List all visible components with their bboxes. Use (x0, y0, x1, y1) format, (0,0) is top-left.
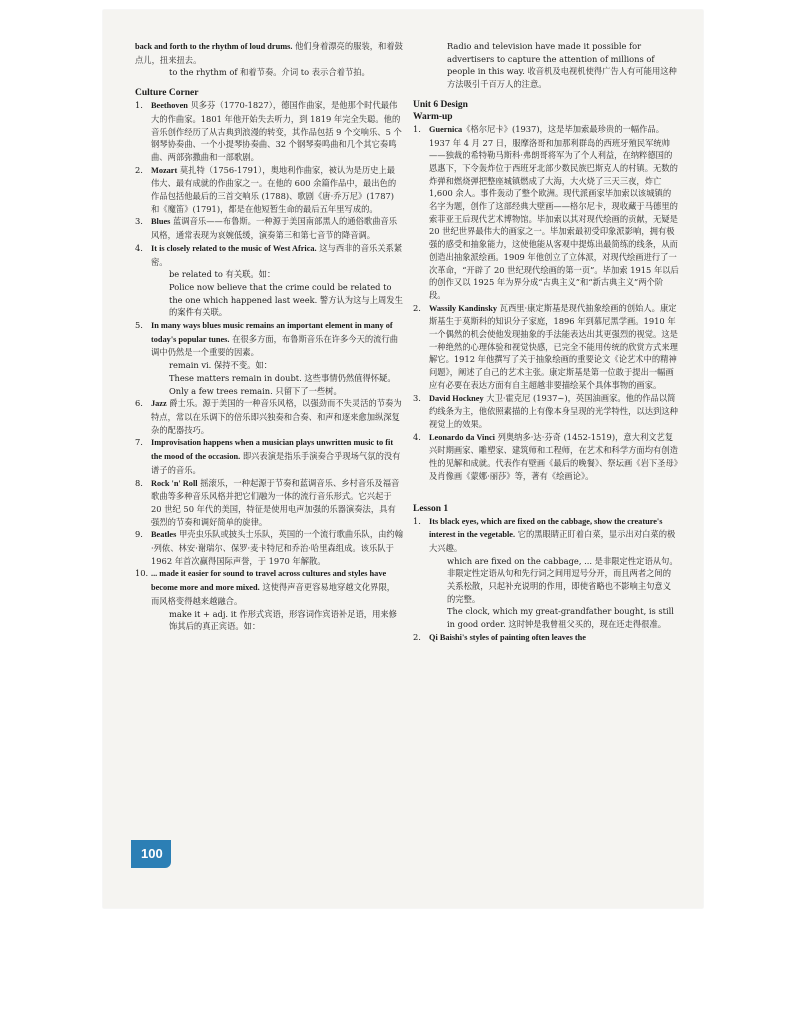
note-item: 5. In many ways blues music remains an important element in many of today's popular tunes. 在很多方面，布鲁斯音乐在许多今天的流行曲调中仍然是一个重要的因素。 (135, 320, 399, 358)
example-line: which are fixed on the cabbage, ... 是非限定性定语从句。非限定性定语从句和先行词之间用逗号分开，而且两者之间的关系松散，只起补充说明的作用，即使省略也不影响主句意义的完整。 (447, 555, 678, 604)
note-item: 4. Leonardo da Vinci 列奥纳多·达·芬奇 (1452-1519)，意大利文艺复兴时期画家、雕塑家、建筑师和工程师，在艺术和科学方面均有创造性的见解和成就。代表作有壁画《最后的晚餐》、祭坛画《岩下圣母》及肖像画《蒙娜·丽莎》等，著有《绘画论》。 (413, 431, 678, 481)
right-intro: Radio and television have made it possible for advertisers to capture the attention of millions of people in this way. 收音机及电视机使得广告人有可能用这种方法吸引千百万人的注意。 (447, 41, 677, 90)
right-column (413, 40, 679, 645)
intro-note (135, 66, 403, 79)
note-item: 7. Improvisation happens when a musician plays unwritten music to fit the mood of the occasion. 即兴表演是指乐手演奏合乎现场气氛的没有谱子的音乐。 (135, 437, 401, 475)
note-item: 1. Beethoven 贝多芬（1770-1827），德国作曲家，是他那个时代最伟大的作曲家。1801 年他开始失去听力，到 1819 年完全失聪。他的音乐创作经历了从古典到浪漫的转变，其作品包括 9 个交响乐、5 个钢琴协奏曲、一个小提琴协奏曲、32 个钢琴奏鸣曲和几个其它奏鸣曲、两部弥撒曲和一部歌剧。 (135, 100, 402, 162)
note-item: 4. It is closely related to the music of West Africa. 这与西非的音乐关系紧密。 (135, 242, 403, 267)
example-line: These matters remain in doubt. 这些事情仍然值得怀疑。 (169, 372, 396, 383)
intro-note-cn: 和着节奏。介词 to 表示合着节拍。 (237, 67, 370, 78)
example-line: Police now believe that the crime could be related to the one which happened last week. 警方认为这与上周发生的案件有关联。 (169, 281, 403, 318)
example-line: The clock, which my great-grandfather bought, is still in good order. 这时钟是我曾祖父买的，现在还走得很准。 (447, 606, 674, 630)
note-item: 8. Rock 'n' Roll 摇滚乐，一种起源于节奏和蓝调音乐、乡村音乐及福音歌曲等多种音乐风格并把它们融为一体的流行音乐形式。它兴起于 20 世纪 50 年代的美国，特征是使用电声加强的乐器演奏法，具有强烈的节奏和调好简单的旋律。 (135, 477, 400, 527)
note-item: 2. Qi Baishi's styles of painting often leaves the (413, 631, 586, 642)
warmup-heading: Warm-up (413, 111, 453, 122)
example-line: remain vi. 保持不变。如： (169, 360, 273, 371)
intro-bold: back and forth to the rhythm of loud drums. (135, 42, 293, 51)
note-item: 1. Its black eyes, which are fixed on the cabbage, show the creature's interest in the vegetable. 它的黑眼睛正盯着白菜，显示出对白菜的极大兴趣。 (413, 515, 676, 553)
note-item: 10. ... made it easier for sound to travel across cultures and styles have become more and more mixed. 这使得声音更容易地穿越文化界限，而风格变得越来越融合。 (135, 568, 396, 606)
left-column (135, 40, 403, 633)
intro-cn: 他们身着漂亮的服装，和着鼓点儿，扭来扭去。 (135, 41, 403, 65)
note-item: 2. Wassily Kandinsky 瓦西里·康定斯基是现代抽象绘画的创始人。康定斯基生于莫斯科的知识分子家庭，1896 年到慕尼黑学画。1910 年一个偶然的机会使他发现抽象的手法能表达出其更强烈的视觉。这是一种绝然的心理体验和视觉快感，已完全不能用传统的欣赏方式来理解它。1912 年他撰写了关于抽象绘画的重要论文《论艺术中的精神问题》，阐述了自己的艺术主张。康定斯基是第一位敢于提出一幅画应有必要在表达方面有自主超越非要描绘某个具体事物的画家。 (413, 302, 678, 390)
unit-heading: Unit 6 Design (413, 99, 468, 110)
lesson-heading: Lesson 1 (413, 503, 449, 514)
note-item: 2. Mozart 莫扎特（1756-1791），奥地利作曲家，被认为是历史上最伟大、最有成就的作曲家之一。在他的 600 余篇作品中，最出色的作品包括他最后的三首交响乐 (1788)、歌剧《唐·乔万尼》(1787) 和《魔笛》(1791)，都是在他短暂生命的最后五年里写成的。 (135, 164, 397, 214)
note-item: 3. David Hockney 大卫·霍克尼 (1937~)，英国油画家。他的作品以简约线条为主，他依照素描的上有像本身呈现的光学特性，以达到这种视觉上的效果。 (413, 392, 678, 429)
note-item: 6. Jazz 爵士乐。源于美国的一种音乐风格，以强劲而不失灵活的节奏为特点，常以在乐调下的倍乐即兴独奏和合奏、和声和逐来愈加纵深复杂的配器技巧。 (135, 398, 402, 435)
culture-corner-heading: Culture Corner (135, 88, 199, 99)
note-item: 1. Guernica《格尔尼卡》(1937)，这是毕加索最珍贵的一幅作品。1937 年 4 月 27 日，服摩洛哥和加那利群岛的西班牙殖民军统帅——独裁的希特勒马斯科·弗朗哥将军为了个人利益，在纳粹德国的恩惠下，下令轰炸位于西班牙北部少数民族巴斯克人的村镇。无数的炸弹和燃烧弹把整座城镇燃成了大海，大火烧了三天三夜，炸亡 1,600 余人。事件轰动了整个欧洲。现代派画家毕加索以该城镇的名字为题，创作了这部经典大壁画——格尔尼卡，现收藏于马德里的索菲亚王后现代艺术博物馆。毕加索以其对现代绘画的贡献，无疑是 20 世纪世界最伟大的画家之一。毕加索最初受印象派影响，拥有极强的感受和抽象能力，这使他能从客观中提炼出最简练的线条，从而创造出抽象派绘画。1909 年他创立了立体派，对现代绘画进行了一次革命，“开辟了 20 世纪现代绘画的第一页”。毕加索 1915 年以后的创作又以 1925 年为界分成“古典主义”和“新古典主义”两个阶段。 (413, 123, 679, 300)
intro-paragraph (135, 40, 403, 66)
example-line: make it + adj. it 作形式宾语，形容词作宾语补足语，用来修饰其后的真正宾语。如： (169, 608, 397, 632)
note-item: 3. Blues 蓝调音乐——布鲁斯。一种源于美国南部黑人的通俗歌曲音乐风格，通常表现为哀婉低缓，演奏第三和第七音节的降音调。 (135, 216, 398, 241)
page-number: 100 (141, 846, 163, 861)
example-line: Only a few trees remain. 只留下了一些树。 (169, 385, 342, 396)
intro-note-en: to the rhythm of (169, 67, 238, 78)
note-item: 9. Beatles 甲壳虫乐队或披头士乐队，英国的一个流行歌曲乐队，由约翰·列侬、林安·谢瑞尔、保罗·麦卡特尼和乔治·哈里森组成。该乐队于 1962 年首次赢得国际声誉，于 1970 年解散。 (135, 529, 404, 566)
example-line: be related to 有关联。如： (169, 269, 276, 280)
